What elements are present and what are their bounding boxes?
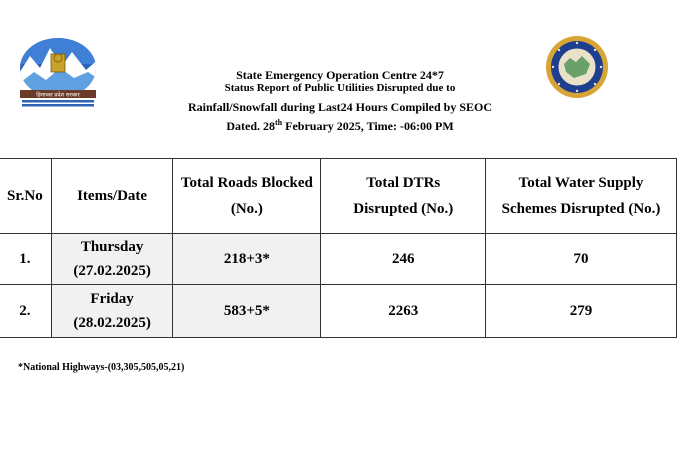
himachal-pradesh-emblem-icon	[16, 38, 100, 108]
header-dtrs-disrupted: Total DTRs Disrupted (No.)	[321, 159, 486, 234]
report-subtitle-2: Rainfall/Snowfall during Last24 Hours Compiled by SEOC	[187, 100, 493, 114]
header-water-supply: Total Water Supply Schemes Disrupted (No.)	[486, 159, 677, 234]
utilities-table	[0, 158, 677, 338]
report-title: State Emergency Operation Centre 24*7	[236, 68, 444, 82]
table-header-row	[0, 159, 677, 234]
row-dtrs-disrupted: 246	[321, 234, 486, 285]
footnote: *National Highways-(03,305,505,05,21)	[18, 362, 185, 373]
header-items-date: Items/Date	[51, 159, 173, 234]
himachal-emblem-logo	[16, 38, 100, 108]
svg-text:हिमाचल प्रदेश सरकार: हिमाचल प्रदेश सरकार	[36, 92, 80, 99]
row-water-supply: 70	[486, 234, 677, 285]
row-dtrs-disrupted: 2263	[321, 285, 486, 338]
seoc-seal-logo	[544, 34, 610, 100]
report-date: Dated. 28th February 2025, Time: -06:00 PM	[226, 118, 454, 133]
report-subtitle: Status Report of Public Utilities Disrupted due to	[224, 82, 456, 94]
row-date: Friday (28.02.2025)	[51, 285, 173, 338]
row-water-supply: 279	[486, 285, 677, 338]
table-row	[0, 285, 677, 338]
table-row	[0, 234, 677, 285]
seoc-seal-icon	[544, 34, 610, 100]
row-roads-blocked: 583+5*	[173, 285, 321, 338]
row-date: Thursday (27.02.2025)	[51, 234, 173, 285]
row-roads-blocked: 218+3*	[173, 234, 321, 285]
row-sr-no: 2.	[0, 285, 51, 338]
header-roads-blocked: Total Roads Blocked (No.)	[173, 159, 321, 234]
header-sr-no: Sr.No	[0, 159, 51, 234]
row-sr-no: 1.	[0, 234, 51, 285]
